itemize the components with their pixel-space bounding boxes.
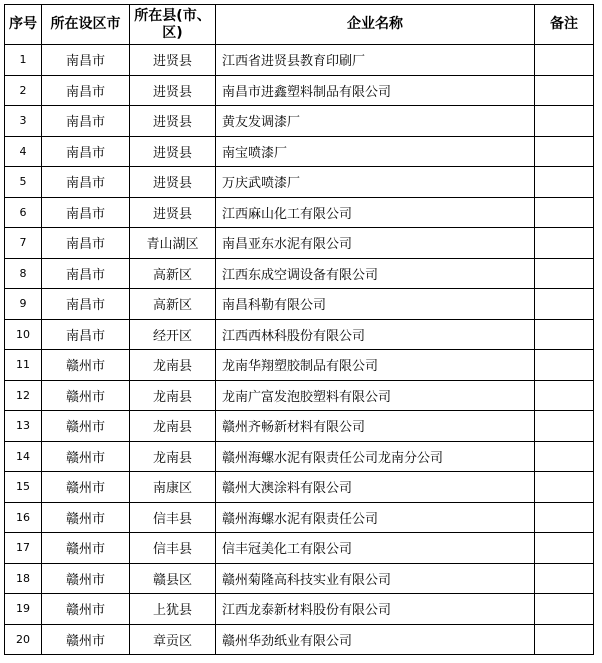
cell-city: 南昌市 [42, 319, 130, 350]
cell-enterprise-name: 南昌科勒有限公司 [216, 289, 535, 320]
cell-no: 17 [5, 533, 42, 564]
cell-enterprise-name: 江西省进贤县教育印刷厂 [216, 45, 535, 76]
cell-city: 南昌市 [42, 75, 130, 106]
cell-enterprise-name: 赣州海螺水泥有限责任公司龙南分公司 [216, 441, 535, 472]
cell-city: 赣州市 [42, 411, 130, 442]
cell-note [535, 289, 594, 320]
cell-note [535, 380, 594, 411]
table-row [5, 228, 594, 259]
table-row [5, 106, 594, 137]
cell-note [535, 319, 594, 350]
cell-enterprise-name: 赣州齐畅新材料有限公司 [216, 411, 535, 442]
cell-county: 龙南县 [130, 380, 216, 411]
cell-county: 经开区 [130, 319, 216, 350]
cell-enterprise-name: 南昌亚东水泥有限公司 [216, 228, 535, 259]
cell-county: 进贤县 [130, 136, 216, 167]
table-row [5, 350, 594, 381]
cell-city: 赣州市 [42, 472, 130, 503]
table-row [5, 533, 594, 564]
header-city: 所在设区市 [42, 5, 130, 45]
cell-note [535, 411, 594, 442]
cell-no: 18 [5, 563, 42, 594]
cell-city: 赣州市 [42, 502, 130, 533]
table-row [5, 289, 594, 320]
header-name: 企业名称 [216, 5, 535, 45]
cell-city: 南昌市 [42, 197, 130, 228]
cell-county: 信丰县 [130, 502, 216, 533]
cell-county: 进贤县 [130, 197, 216, 228]
cell-note [535, 594, 594, 625]
cell-city: 赣州市 [42, 624, 130, 655]
cell-city: 赣州市 [42, 594, 130, 625]
table-row [5, 441, 594, 472]
cell-enterprise-name: 南宝喷漆厂 [216, 136, 535, 167]
cell-no: 14 [5, 441, 42, 472]
cell-note [535, 502, 594, 533]
cell-county: 龙南县 [130, 411, 216, 442]
cell-note [535, 350, 594, 381]
cell-no: 15 [5, 472, 42, 503]
table-header-row [5, 5, 594, 45]
cell-note [535, 533, 594, 564]
cell-no: 10 [5, 319, 42, 350]
cell-note [535, 167, 594, 198]
cell-note [535, 75, 594, 106]
cell-no: 11 [5, 350, 42, 381]
cell-no: 4 [5, 136, 42, 167]
cell-enterprise-name: 万庆武喷漆厂 [216, 167, 535, 198]
cell-note [535, 136, 594, 167]
cell-enterprise-name: 江西东成空调设备有限公司 [216, 258, 535, 289]
table-row [5, 258, 594, 289]
cell-enterprise-name: 龙南广富发泡胶塑料有限公司 [216, 380, 535, 411]
cell-enterprise-name: 信丰冠美化工有限公司 [216, 533, 535, 564]
cell-enterprise-name: 南昌市进鑫塑料制品有限公司 [216, 75, 535, 106]
cell-county: 章贡区 [130, 624, 216, 655]
cell-enterprise-name: 龙南华翔塑胶制品有限公司 [216, 350, 535, 381]
cell-county: 南康区 [130, 472, 216, 503]
cell-county: 青山湖区 [130, 228, 216, 259]
cell-enterprise-name: 江西西林科股份有限公司 [216, 319, 535, 350]
header-note: 备注 [535, 5, 594, 45]
enterprise-table [4, 4, 594, 655]
table-row [5, 380, 594, 411]
cell-county: 高新区 [130, 289, 216, 320]
cell-no: 9 [5, 289, 42, 320]
table-row [5, 136, 594, 167]
cell-no: 8 [5, 258, 42, 289]
cell-enterprise-name: 江西龙泰新材料股份有限公司 [216, 594, 535, 625]
cell-no: 7 [5, 228, 42, 259]
cell-no: 13 [5, 411, 42, 442]
table-row [5, 563, 594, 594]
cell-note [535, 472, 594, 503]
cell-no: 16 [5, 502, 42, 533]
header-no: 序号 [5, 5, 42, 45]
cell-city: 赣州市 [42, 533, 130, 564]
cell-county: 高新区 [130, 258, 216, 289]
cell-county: 进贤县 [130, 106, 216, 137]
cell-note [535, 45, 594, 76]
table-row [5, 75, 594, 106]
cell-no: 3 [5, 106, 42, 137]
cell-city: 南昌市 [42, 289, 130, 320]
cell-no: 12 [5, 380, 42, 411]
cell-county: 信丰县 [130, 533, 216, 564]
table-row [5, 472, 594, 503]
table-row [5, 594, 594, 625]
cell-enterprise-name: 赣州华劲纸业有限公司 [216, 624, 535, 655]
table-row [5, 197, 594, 228]
cell-city: 赣州市 [42, 563, 130, 594]
cell-enterprise-name: 黄友发调漆厂 [216, 106, 535, 137]
table-row [5, 319, 594, 350]
cell-enterprise-name: 赣州大澳涂料有限公司 [216, 472, 535, 503]
cell-note [535, 563, 594, 594]
cell-county: 进贤县 [130, 167, 216, 198]
cell-note [535, 228, 594, 259]
cell-city: 南昌市 [42, 106, 130, 137]
cell-note [535, 441, 594, 472]
cell-city: 南昌市 [42, 167, 130, 198]
cell-note [535, 624, 594, 655]
cell-no: 2 [5, 75, 42, 106]
cell-city: 南昌市 [42, 228, 130, 259]
cell-city: 南昌市 [42, 45, 130, 76]
cell-note [535, 197, 594, 228]
header-county: 所在县(市、区) [130, 5, 216, 45]
table-row [5, 45, 594, 76]
cell-city: 南昌市 [42, 258, 130, 289]
cell-enterprise-name: 江西麻山化工有限公司 [216, 197, 535, 228]
cell-county: 上犹县 [130, 594, 216, 625]
table-row [5, 624, 594, 655]
cell-enterprise-name: 赣州海螺水泥有限责任公司 [216, 502, 535, 533]
cell-county: 龙南县 [130, 350, 216, 381]
table-row [5, 411, 594, 442]
cell-enterprise-name: 赣州菊隆高科技实业有限公司 [216, 563, 535, 594]
cell-no: 5 [5, 167, 42, 198]
cell-no: 1 [5, 45, 42, 76]
cell-county: 龙南县 [130, 441, 216, 472]
cell-county: 进贤县 [130, 75, 216, 106]
table-body [5, 45, 594, 655]
cell-note [535, 258, 594, 289]
table-row [5, 502, 594, 533]
cell-city: 赣州市 [42, 380, 130, 411]
cell-county: 进贤县 [130, 45, 216, 76]
cell-note [535, 106, 594, 137]
table-row [5, 167, 594, 198]
cell-city: 赣州市 [42, 350, 130, 381]
cell-city: 赣州市 [42, 441, 130, 472]
cell-county: 赣县区 [130, 563, 216, 594]
cell-no: 19 [5, 594, 42, 625]
cell-no: 20 [5, 624, 42, 655]
cell-city: 南昌市 [42, 136, 130, 167]
cell-no: 6 [5, 197, 42, 228]
